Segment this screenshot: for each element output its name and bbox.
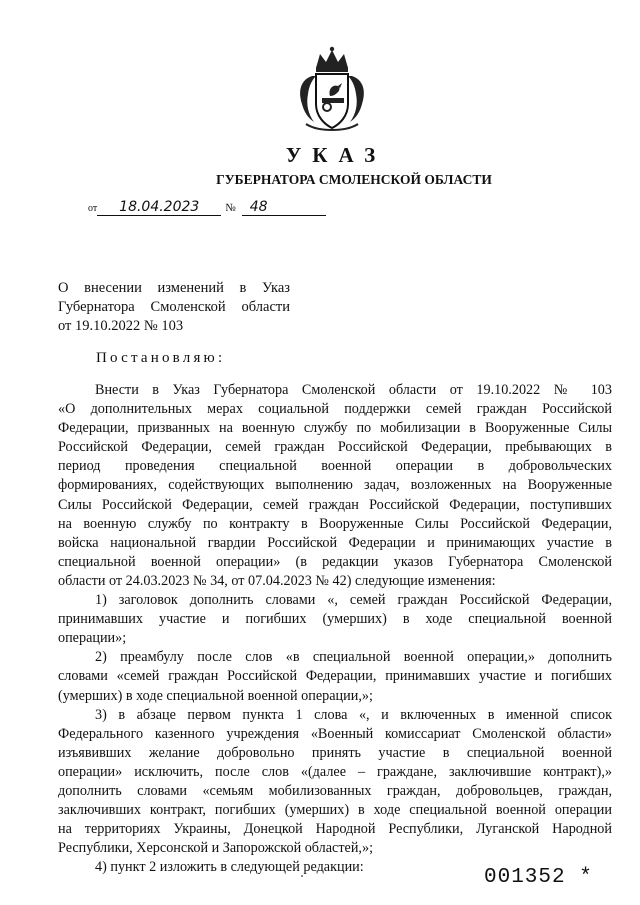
body-line: на военную службу по контракту в Вооруженные Силы Российской Федерации, xyxy=(58,515,612,532)
body-line: заключивших контракт, погибших (умерших) в ходе специальной военной операции xyxy=(58,802,612,819)
body-line: словами «семей граждан Российской Федерации, принимавших участие и погибших xyxy=(58,668,612,685)
subject-line: О внесении изменений в Указ xyxy=(58,280,290,296)
document-body xyxy=(58,381,612,877)
body-line: дополнить словами «семьям мобилизованных граждан, добровольцев, граждан, xyxy=(58,782,612,799)
body-line: формированиях, содействующих выполнению задач, возложенных на Вооруженные xyxy=(58,477,612,494)
resolution-word: Постановляю: xyxy=(96,350,226,366)
body-line: период проведения специальной военной операции в добровольческих xyxy=(58,458,612,475)
body-line: принимавших участие и погибших (умерших) в ходе специальной военной xyxy=(58,611,612,628)
body-line: войска национальной гвардии Российской Федерации и принимающих участие в xyxy=(58,534,612,551)
body-line: Российской Федерации, семей граждан Российской Федерации, пребывающих в xyxy=(58,439,612,456)
body-line: специальной военной операции» (в редакции указов Губернатора Смоленской xyxy=(58,553,612,570)
date-number-line xyxy=(88,199,326,216)
number-sign: № xyxy=(225,202,236,214)
body-line: 3) в абзаце первом пункта 1 слова «, и включенных в именной список xyxy=(95,706,612,723)
document-subtitle: ГУБЕРНАТОРА СМОЛЕНСКОЙ ОБЛАСТИ xyxy=(216,172,492,187)
body-line: изъявивших желание добровольно принять участие в специальной военной xyxy=(58,744,612,761)
handwritten-number: 48 xyxy=(242,199,326,216)
body-line: Федерации, призванных на военную службу по мобилизации в Вооруженные Силы xyxy=(58,420,612,437)
speck xyxy=(301,875,303,877)
smolensk-coat-of-arms-icon xyxy=(294,46,370,132)
body-line: Республики, Херсонской и Запорожской областей,»; xyxy=(58,840,374,857)
body-line: на территориях Украины, Донецкой Народной Республики, Луганской Народной xyxy=(58,821,612,838)
serial-number: 001352 * xyxy=(484,866,593,889)
body-line: «О дополнительных мерах социальной поддержки семей граждан Российской xyxy=(58,401,612,418)
body-line: 1) заголовок дополнить словами «, семей граждан Российской Федерации, xyxy=(95,592,612,609)
body-line: Внести в Указ Губернатора Смоленской области от 19.10.2022 № 103 xyxy=(95,382,612,398)
subject-line: Губернатора Смоленской области xyxy=(58,299,290,315)
document-subject xyxy=(58,279,290,336)
subject-line: от 19.10.2022 № 103 xyxy=(58,318,184,334)
body-line: операции»; xyxy=(58,630,127,647)
date-prefix: от xyxy=(88,203,98,214)
body-line: Федерального казенного учреждения «Военный комиссариат Смоленской области» xyxy=(58,725,612,742)
body-line: 2) преамбулу после слов «в специальной военной операции,» дополнить xyxy=(95,649,612,666)
body-line: (умерших) в ходе специальной военной операции,»; xyxy=(58,687,373,704)
body-line: Силы Российской Федерации, семей граждан Российской Федерации, поступивших xyxy=(58,496,612,513)
body-line: области от 24.03.2023 № 34, от 07.04.2023 № 42) следующие изменения: xyxy=(58,572,496,589)
body-line: операции» исключить, после слов «(далее – граждане, заключившие контракт),» xyxy=(58,763,612,780)
handwritten-date: 18.04.2023 xyxy=(97,199,221,216)
body-line: 4) пункт 2 изложить в следующей редакции: xyxy=(95,859,364,876)
document-title: УКАЗ xyxy=(285,143,387,167)
